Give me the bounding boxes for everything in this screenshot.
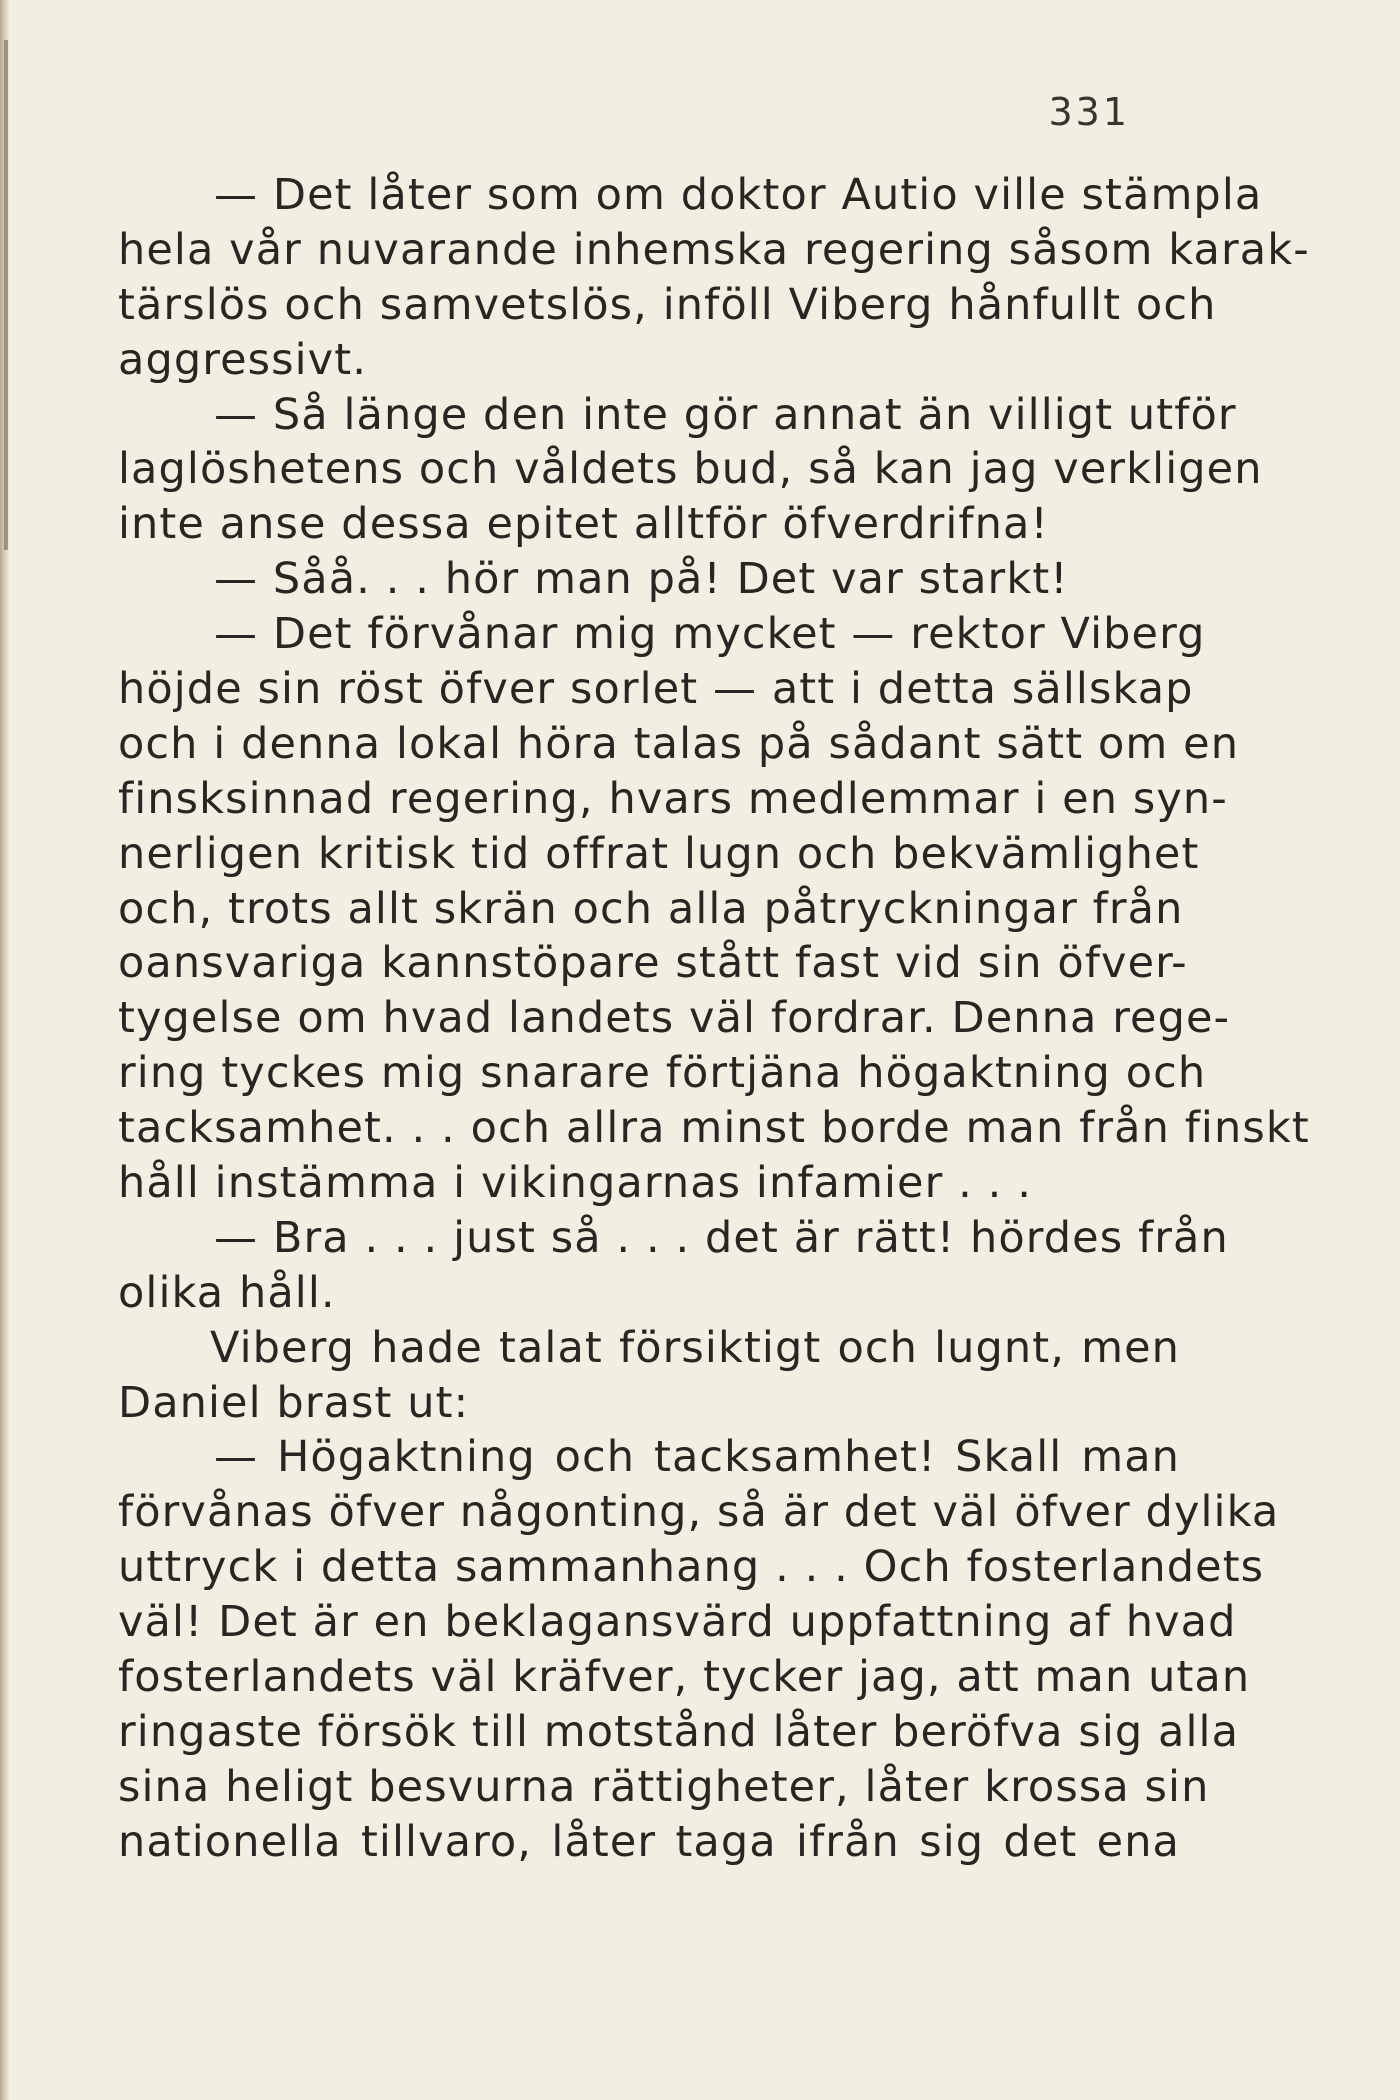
body-text: [118, 168, 1310, 1870]
text-line: ring tyckes mig snarare förtjäna högaktning och: [118, 1048, 1207, 1099]
text-line: Viberg hade talat försiktigt och lugnt, men: [210, 1322, 1180, 1373]
text-line: Daniel brast ut:: [118, 1377, 470, 1428]
text-line: aggressivt.: [118, 334, 367, 385]
text-line: nationella tillvaro, låter taga ifrån sig det ena: [118, 1816, 1180, 1867]
text-line: — Det förvånar mig mycket — rektor Viberg: [214, 609, 1206, 660]
text-line: finsksinnad regering, hvars medlemmar i en syn-: [118, 773, 1228, 824]
spine-shadow-mark: [4, 40, 8, 550]
text-line: sina heligt besvurna rättigheter, låter krossa sin: [118, 1761, 1210, 1812]
text-line: uttryck i detta sammanhang . . . Och fosterlandets: [118, 1542, 1265, 1593]
text-line: och i denna lokal höra talas på sådant sätt om en: [118, 718, 1240, 769]
text-line: olika håll.: [118, 1267, 336, 1318]
text-line: förvånas öfver någonting, så är det väl öfver dylika: [118, 1487, 1280, 1538]
text-line: — Såå. . . hör man på! Det var starkt!: [214, 554, 1069, 605]
text-line: nerligen kritisk tid offrat lugn och bekvämlighet: [118, 828, 1200, 879]
text-line: fosterlandets väl kräfver, tycker jag, att man utan: [118, 1652, 1251, 1703]
text-line: inte anse dessa epitet alltför öfverdrifna!: [118, 499, 1049, 550]
page-number: 331: [1048, 90, 1130, 134]
text-line: — Bra . . . just så . . . det är rätt! hördes från: [214, 1212, 1229, 1263]
text-line: — Högaktning och tacksamhet! Skall man: [214, 1432, 1180, 1483]
text-line: ringaste försök till motstånd låter beröfva sig alla: [118, 1706, 1240, 1757]
text-line: håll instämma i vikingarnas infamier . . .: [118, 1158, 1032, 1209]
text-line: väl! Det är en beklagansvärd uppfattning af hvad: [118, 1597, 1237, 1648]
text-line: laglöshetens och våldets bud, så kan jag verkligen: [118, 444, 1263, 495]
text-line: oansvariga kannstöpare stått fast vid sin öfver-: [118, 938, 1188, 989]
text-line: hela vår nuvarande inhemska regering såsom karak-: [118, 224, 1310, 275]
text-line: och, trots allt skrän och alla påtryckningar från: [118, 883, 1184, 934]
text-line: tygelse om hvad landets väl fordrar. Denna rege-: [118, 993, 1231, 1044]
text-line: tacksamhet. . . och allra minst borde man från finskt: [118, 1103, 1310, 1154]
text-line: — Så länge den inte gör annat än villigt utför: [214, 389, 1237, 440]
text-line: höjde sin röst öfver sorlet — att i detta sällskap: [118, 664, 1194, 715]
text-line: tärslös och samvetslös, inföll Viberg hånfullt och: [118, 279, 1217, 330]
text-line: — Det låter som om doktor Autio ville stämpla: [214, 170, 1263, 220]
